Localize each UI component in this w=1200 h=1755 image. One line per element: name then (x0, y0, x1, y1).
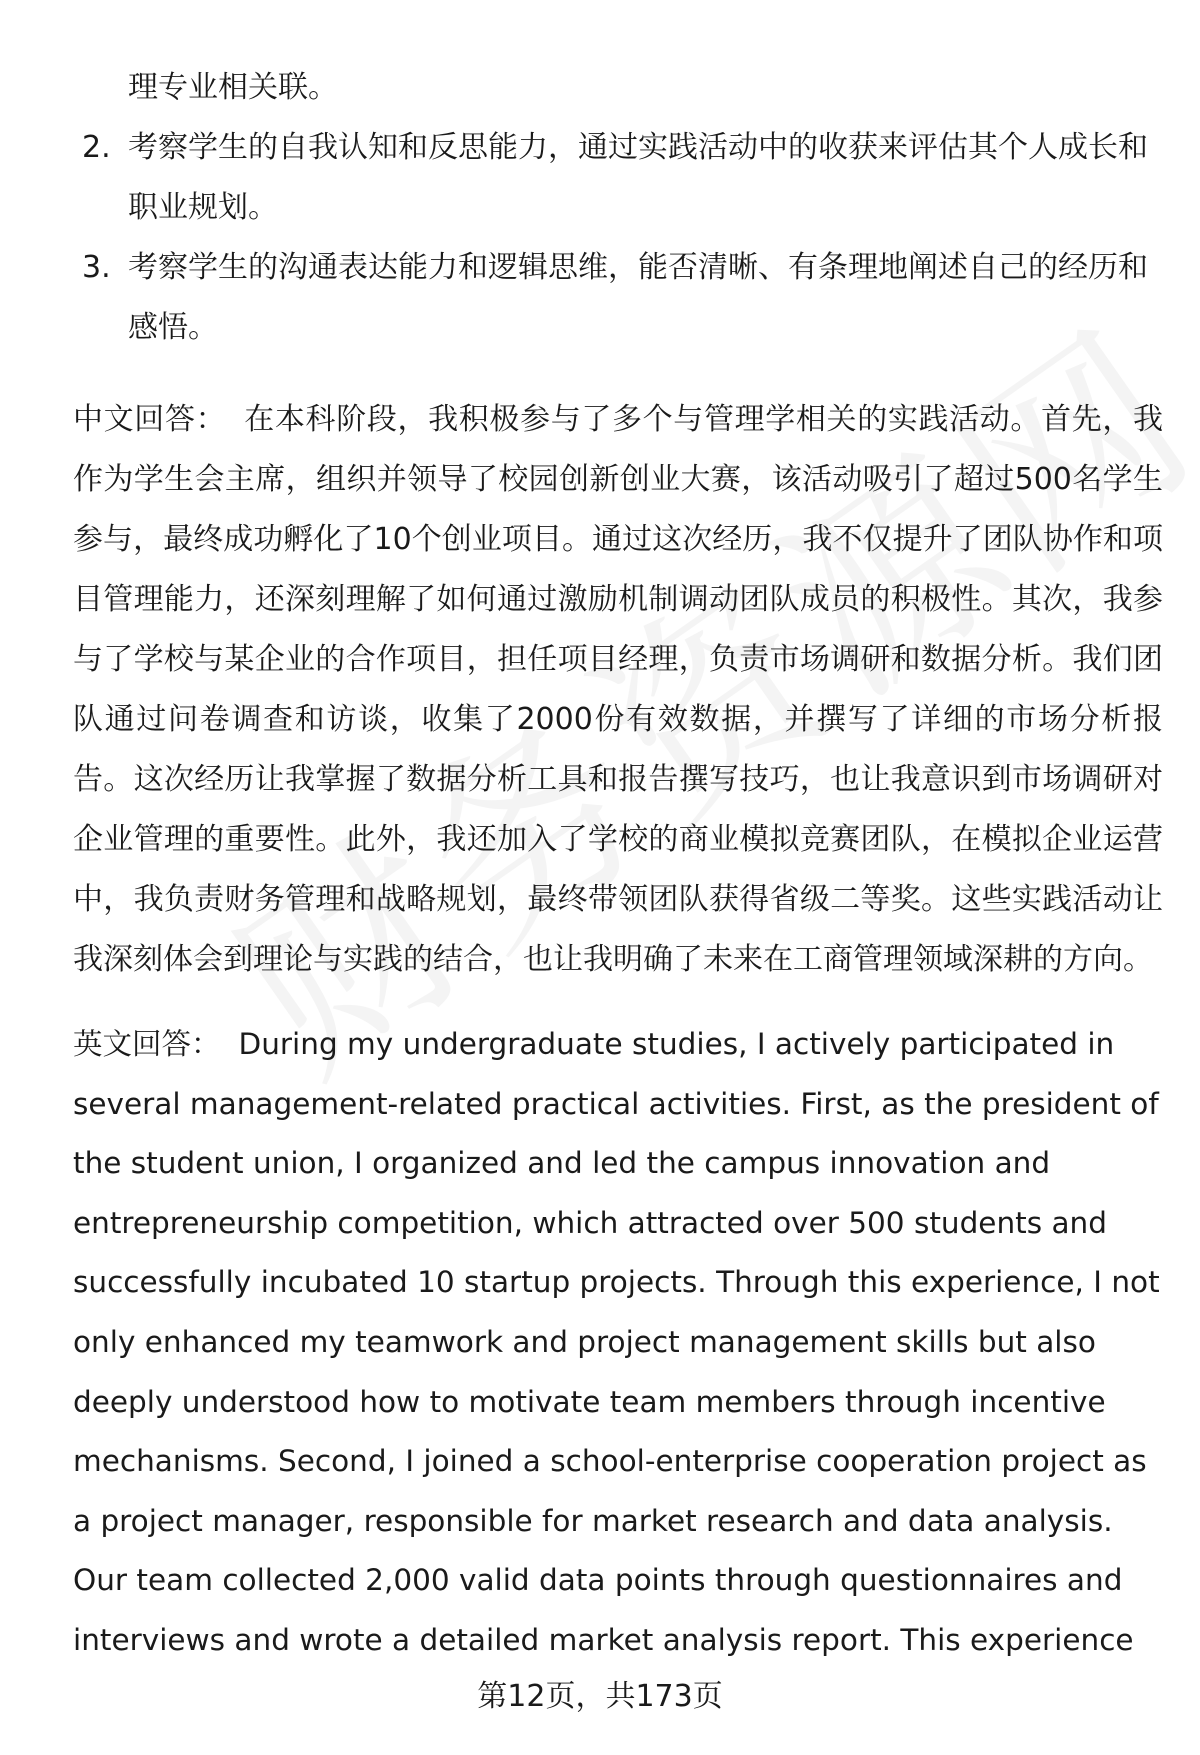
chinese-answer-text: 在本科阶段，我积极参与了多个与管理学相关的实践活动。首先，我作为学生会主席，组织并领导了校园创新创业大赛，该活动吸引了超过500名学生参与，最终成功孵化了10个创业项目。通过这次经历，我不仅提升了团队协作和项目管理能力，还深刻理解了如何通过激励机制调动团队成员的积极性。其次，我参与了学校与某企业的合作项目，担任项目经理，负责市场调研和数据分析。我们团队通过问卷调查和访谈，收集了2000份有效数据，并撰写了详细的市场分析报告。这次经历让我掌握了数据分析工具和报告撰写技巧，也让我意识到市场调研对企业管理的重要性。此外，我还加入了学校的商业模拟竞赛团队，在模拟企业运营中，我负责财务管理和战略规划，最终带领团队获得省级二等奖。这些实践活动让我深刻体会到理论与实践的结合，也让我明确了未来在工商管理领域深耕的方向。 (73, 402, 1164, 977)
english-answer (73, 1015, 1163, 1671)
list-number: 2. (82, 130, 111, 165)
list-number: 3. (82, 250, 111, 285)
list-item-text: 考察学生的自我认知和反思能力，通过实践活动中的收获来评估其个人成长和职业规划。 (128, 130, 1148, 225)
english-answer-text: During my undergraduate studies, I actively participated in several management-related practical activities. First, as the president of the student union, I organized and led the campus innovation and entrepreneurship competition, which attracted over 500 students and successfully incubated 10 startup projects. Through this experience, I not only enhanced my teamwork and project management skills but also deeply understood how to motivate team members through incentive mechanisms. Second, I joined a school-enterprise cooperation project as a project manager, responsible for market research and data analysis. Our team collected 2,000 valid data points through questionnaires and interviews and wrote a detailed market analysis report. This experience (73, 1027, 1160, 1657)
chinese-answer (73, 390, 1163, 990)
english-answer-label: 英文回答： (73, 1027, 221, 1061)
chinese-answer-label: 中文回答： (73, 402, 227, 437)
page-footer (0, 1672, 1200, 1722)
list-item (70, 238, 1160, 358)
page-number: 第12页，共173页 (477, 1679, 723, 1714)
list-item-text: 考察学生的沟通表达能力和逻辑思维，能否清晰、有条理地阐述自己的经历和感悟。 (128, 250, 1148, 345)
list-item (70, 58, 1160, 118)
numbered-list (70, 58, 1160, 358)
list-item-text: 理专业相关联。 (128, 70, 338, 105)
list-item (70, 118, 1160, 238)
